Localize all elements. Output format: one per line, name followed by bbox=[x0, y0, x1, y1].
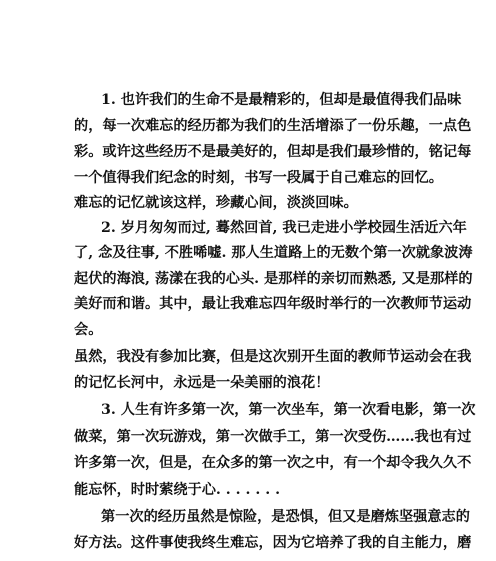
paragraph-4-line-2: 好方法。这件事使我终生难忘，因为它培养了我的自主能力，磨 bbox=[74, 535, 472, 551]
paragraph-2-line-5: 会。 bbox=[74, 322, 103, 338]
paragraph-2-line-4: 美好而和谐。其中，最让我难忘四年级时举行的一次教师节运动 bbox=[74, 296, 472, 312]
paragraph-3-line-3: 许多第一次，但是，在众多的第一次之中，有一个却令我久久不 bbox=[74, 455, 472, 471]
paragraph-1-line-4: 一个值得我们纪念的时刻，书写一段属于自己难忘的回忆。 bbox=[74, 170, 443, 186]
paragraph-1-line-5: 难忘的记忆就该这样，珍藏心间，淡淡回味。 bbox=[74, 195, 358, 211]
paragraph-1-line-1: 1. 也许我们的生命不是最精彩的，但却是最值得我们品味 bbox=[101, 92, 462, 108]
paragraph-2-line-3: 起伏的海浪, 荡漾在我的心头. 是那样的亲切而熟悉, 又是那样的 bbox=[74, 271, 473, 287]
paragraph-2-line-7: 的记忆长河中，永远是一朵美丽的浪花！ bbox=[74, 375, 330, 391]
paragraph-1-line-2: 的，每一次难忘的经历都为我们的生活增添了一份乐趣，一点色 bbox=[74, 118, 472, 134]
paragraph-3-line-4: 能忘怀，时时萦绕于心. . . . . . . bbox=[74, 482, 281, 498]
paragraph-2-line-1: 2. 岁月匆匆而过, 蓦然回首, 我已走进小学校园生活近六年 bbox=[101, 220, 467, 236]
paragraph-3-line-2: 做菜，第一次玩游戏，第一次做手工，第一次受伤……我也有过 bbox=[74, 429, 472, 445]
paragraph-2-line-6: 虽然，我没有参加比赛，但是这次别开生面的教师节运动会在我 bbox=[74, 349, 472, 365]
paragraph-4-line-1: 第一次的经历虽然是惊险，是恐惧，但又是磨炼坚强意志的 bbox=[101, 509, 470, 525]
paragraph-3-line-1: 3. 人生有许多第一次，第一次坐车，第一次看电影，第一次 bbox=[101, 402, 476, 418]
paragraph-2-line-2: 了, 念及往事, 不胜唏嘘. 那人生道路上的无数个第一次就象波涛 bbox=[74, 245, 473, 261]
paragraph-1-line-3: 彩。或许这些经历不是最美好的，但却是我们最珍惜的，铭记每 bbox=[74, 144, 472, 160]
